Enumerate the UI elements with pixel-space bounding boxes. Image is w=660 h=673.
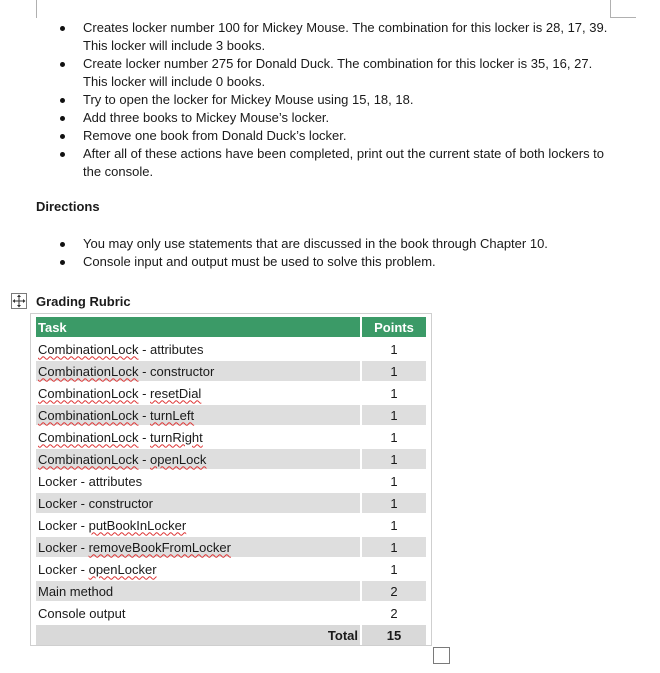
- task-separator: -: [138, 451, 151, 467]
- task-member: resetDial: [150, 385, 202, 401]
- task-member: constructor: [150, 363, 215, 379]
- bullet-icon: [60, 116, 65, 121]
- task-separator: -: [77, 517, 89, 533]
- bullet-icon: [60, 242, 65, 247]
- points-cell: 1: [362, 381, 426, 403]
- crop-mark-top-left: [36, 0, 37, 18]
- points-cell: 1: [362, 513, 426, 535]
- points-cell: 2: [362, 579, 426, 601]
- table-row: [36, 447, 426, 469]
- actions-list: [0, 19, 613, 181]
- list-item: Create locker number 275 for Donald Duck. The combination for this locker is 35, 16, 27. This locker will include 0 books.: [0, 55, 613, 91]
- task-class: Locker: [38, 517, 78, 533]
- task-cell: [36, 425, 360, 447]
- task-cell: [36, 491, 360, 513]
- total-label: Total: [36, 623, 360, 645]
- table-row: [36, 491, 426, 513]
- task-class: CombinationLock: [38, 341, 139, 357]
- task-member: putBookInLocker: [88, 517, 187, 533]
- bullet-icon: [60, 152, 65, 157]
- task-member: constructor: [88, 495, 153, 511]
- task-cell: [36, 447, 360, 469]
- table-row: [36, 579, 426, 601]
- column-header-points: Points: [362, 315, 426, 337]
- points-cell: 1: [362, 557, 426, 579]
- task-member: openLock: [150, 451, 207, 467]
- task-cell: [36, 469, 360, 491]
- task-class: CombinationLock: [38, 451, 139, 467]
- bullet-icon: [60, 98, 65, 103]
- list-item: You may only use statements that are discussed in the book through Chapter 10.: [0, 235, 613, 253]
- task-separator: -: [138, 341, 151, 357]
- rubric-table: [34, 315, 428, 645]
- table-move-handle-icon[interactable]: [11, 293, 27, 309]
- table-header-row: [36, 315, 426, 337]
- task-class: Locker: [38, 561, 78, 577]
- bullet-icon: [60, 260, 65, 265]
- table-row: [36, 359, 426, 381]
- points-cell: 1: [362, 359, 426, 381]
- list-item: Add three books to Mickey Mouse’s locker.: [0, 109, 613, 127]
- table-row: [36, 557, 426, 579]
- task-class: CombinationLock: [38, 385, 139, 401]
- crop-mark-top-right-horizontal: [610, 17, 636, 18]
- task-cell: [36, 403, 360, 425]
- task-cell: [36, 337, 360, 359]
- points-cell: 1: [362, 447, 426, 469]
- list-item: Console input and output must be used to solve this problem.: [0, 253, 613, 271]
- task-separator: -: [138, 407, 151, 423]
- task-member: openLocker: [88, 561, 157, 577]
- task-cell: [36, 579, 360, 601]
- list-item: Try to open the locker for Mickey Mouse using 15, 18, 18.: [0, 91, 613, 109]
- task-class: CombinationLock: [38, 363, 139, 379]
- task-cell: [36, 601, 360, 623]
- rubric-heading: Grading Rubric: [36, 294, 131, 309]
- points-cell: 1: [362, 425, 426, 447]
- task-member: removeBookFromLocker: [88, 539, 231, 555]
- task-separator: -: [77, 561, 89, 577]
- task-cell: [36, 557, 360, 579]
- task-class: Locker: [38, 473, 78, 489]
- bullet-icon: [60, 62, 65, 67]
- points-cell: 1: [362, 337, 426, 359]
- table-resize-handle[interactable]: [433, 647, 450, 664]
- task-separator: -: [138, 385, 151, 401]
- points-cell: 1: [362, 403, 426, 425]
- task-separator: -: [77, 539, 89, 555]
- points-cell: 2: [362, 601, 426, 623]
- crop-mark-top-right: [610, 0, 611, 18]
- table-row: [36, 337, 426, 359]
- table-row: [36, 601, 426, 623]
- task-cell: [36, 359, 360, 381]
- directions-heading: Directions: [36, 199, 100, 214]
- list-item: Creates locker number 100 for Mickey Mouse. The combination for this locker is 28, 17, 39. This locker will include 3 books.: [0, 19, 613, 55]
- bullet-icon: [60, 134, 65, 139]
- task-cell: [36, 535, 360, 557]
- total-row: [36, 623, 426, 645]
- task-class: Main method: [38, 583, 114, 599]
- table-row: [36, 469, 426, 491]
- task-class: CombinationLock: [38, 407, 139, 423]
- bullet-icon: [60, 26, 65, 31]
- table-row: [36, 535, 426, 557]
- table-row: [36, 403, 426, 425]
- table-row: [36, 513, 426, 535]
- task-class: Locker: [38, 539, 78, 555]
- list-item: After all of these actions have been completed, print out the current state of both lockers to the console.: [0, 145, 613, 181]
- task-class: Console output: [38, 605, 126, 621]
- total-points: 15: [362, 623, 426, 645]
- task-cell: [36, 513, 360, 535]
- task-separator: -: [138, 363, 151, 379]
- task-separator: -: [77, 473, 89, 489]
- task-member: attributes: [150, 341, 204, 357]
- column-header-task: Task: [36, 315, 360, 337]
- points-cell: 1: [362, 469, 426, 491]
- task-separator: -: [77, 495, 89, 511]
- task-member: turnLeft: [150, 407, 195, 423]
- task-class: Locker: [38, 495, 78, 511]
- list-item: Remove one book from Donald Duck’s locker.: [0, 127, 613, 145]
- points-cell: 1: [362, 535, 426, 557]
- table-row: [36, 381, 426, 403]
- task-member: turnRight: [150, 429, 203, 445]
- table-row: [36, 425, 426, 447]
- task-cell: [36, 381, 360, 403]
- task-member: attributes: [88, 473, 143, 489]
- task-class: CombinationLock: [38, 429, 139, 445]
- directions-list: [0, 235, 613, 271]
- task-separator: -: [138, 429, 151, 445]
- points-cell: 1: [362, 491, 426, 513]
